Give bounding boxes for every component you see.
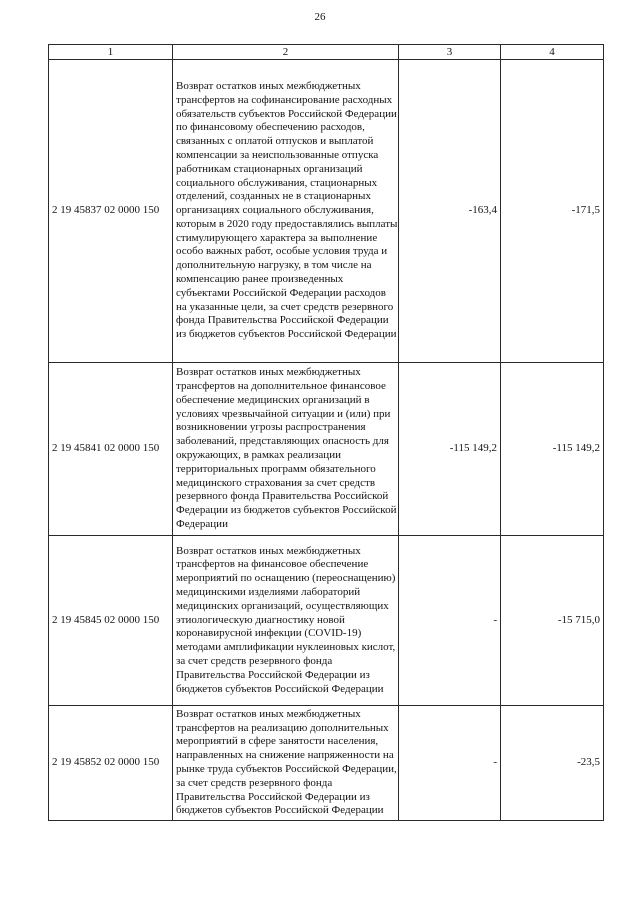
row-value-col3: - <box>399 536 501 706</box>
row-value-col4: -115 149,2 <box>501 363 604 536</box>
row-value-col3: -163,4 <box>399 60 501 363</box>
header-cell-col1: 1 <box>49 45 173 60</box>
row-code-cell: 2 19 45837 02 0000 150 <box>49 60 173 363</box>
table-row <box>49 536 604 706</box>
row-description-cell: Возврат остатков иных межбюджетных трансфертов на софинансирование расходных обязательств субъектов Российской Федерации по финансовому обеспечению расходов, связанных с оплатой отпусков и выплатой компенсации за неиспользованные отпуска работникам стационарных организаций социального обслуживания, стационарных отделений, созданных не в стационарных организациях социального обслуживания, которым в 2020 году предоставлялись выплаты стимулирующего характера за выполнение особо важных работ, особые условия труда и дополнительную нагрузку, в том числе на компенсацию ранее произведенных субъектами Российской Федерации расходов на указанные цели, за счет средств резервного фонда Правительства Российской Федерации из бюджетов субъектов Российской Федерации <box>173 60 399 363</box>
table-header-row <box>49 45 604 60</box>
row-value-col3: -115 149,2 <box>399 363 501 536</box>
row-value-col4: -171,5 <box>501 60 604 363</box>
budget-table <box>48 44 604 821</box>
page-number: 26 <box>314 11 326 23</box>
row-code-cell: 2 19 45841 02 0000 150 <box>49 363 173 536</box>
row-description-cell: Возврат остатков иных межбюджетных трансфертов на дополнительное финансовое обеспечение медицинских организаций в условиях чрезвычайной ситуации и (или) при возникновении угрозы распространения заболеваний, представляющих опасность для окружающих, в рамках реализации территориальных программ обязательного медицинского страхования за счет средств резервного фонда Правительства Российской Федерации из бюджетов субъектов Российской Федерации <box>173 363 399 536</box>
row-code-cell: 2 19 45845 02 0000 150 <box>49 536 173 706</box>
table-row <box>49 363 604 536</box>
row-value-col3: - <box>399 706 501 821</box>
row-value-col4: -15 715,0 <box>501 536 604 706</box>
header-cell-col2: 2 <box>173 45 399 60</box>
table-row <box>49 706 604 821</box>
header-cell-col4: 4 <box>501 45 604 60</box>
header-cell-col3: 3 <box>399 45 501 60</box>
row-description-cell: Возврат остатков иных межбюджетных трансфертов на реализацию дополнительных мероприятий в сфере занятости населения, направленных на снижение напряженности на рынке труда субъектов Российской Федерации, за счет средств резервного фонда Правительства Российской Федерации из бюджетов субъектов Российской Федерации <box>173 706 399 821</box>
table-row <box>49 60 604 363</box>
row-description-cell: Возврат остатков иных межбюджетных трансфертов на финансовое обеспечение мероприятий по оснащению (переоснащению) медицинскими изделиями лабораторий медицинских организаций, осуществляющих этиологическую диагностику новой коронавирусной инфекции (COVID-19) методами амплификации нуклеиновых кислот, за счет средств резервного фонда Правительства Российской Федерации из бюджетов субъектов Российской Федерации <box>173 536 399 706</box>
row-code-cell: 2 19 45852 02 0000 150 <box>49 706 173 821</box>
row-value-col4: -23,5 <box>501 706 604 821</box>
